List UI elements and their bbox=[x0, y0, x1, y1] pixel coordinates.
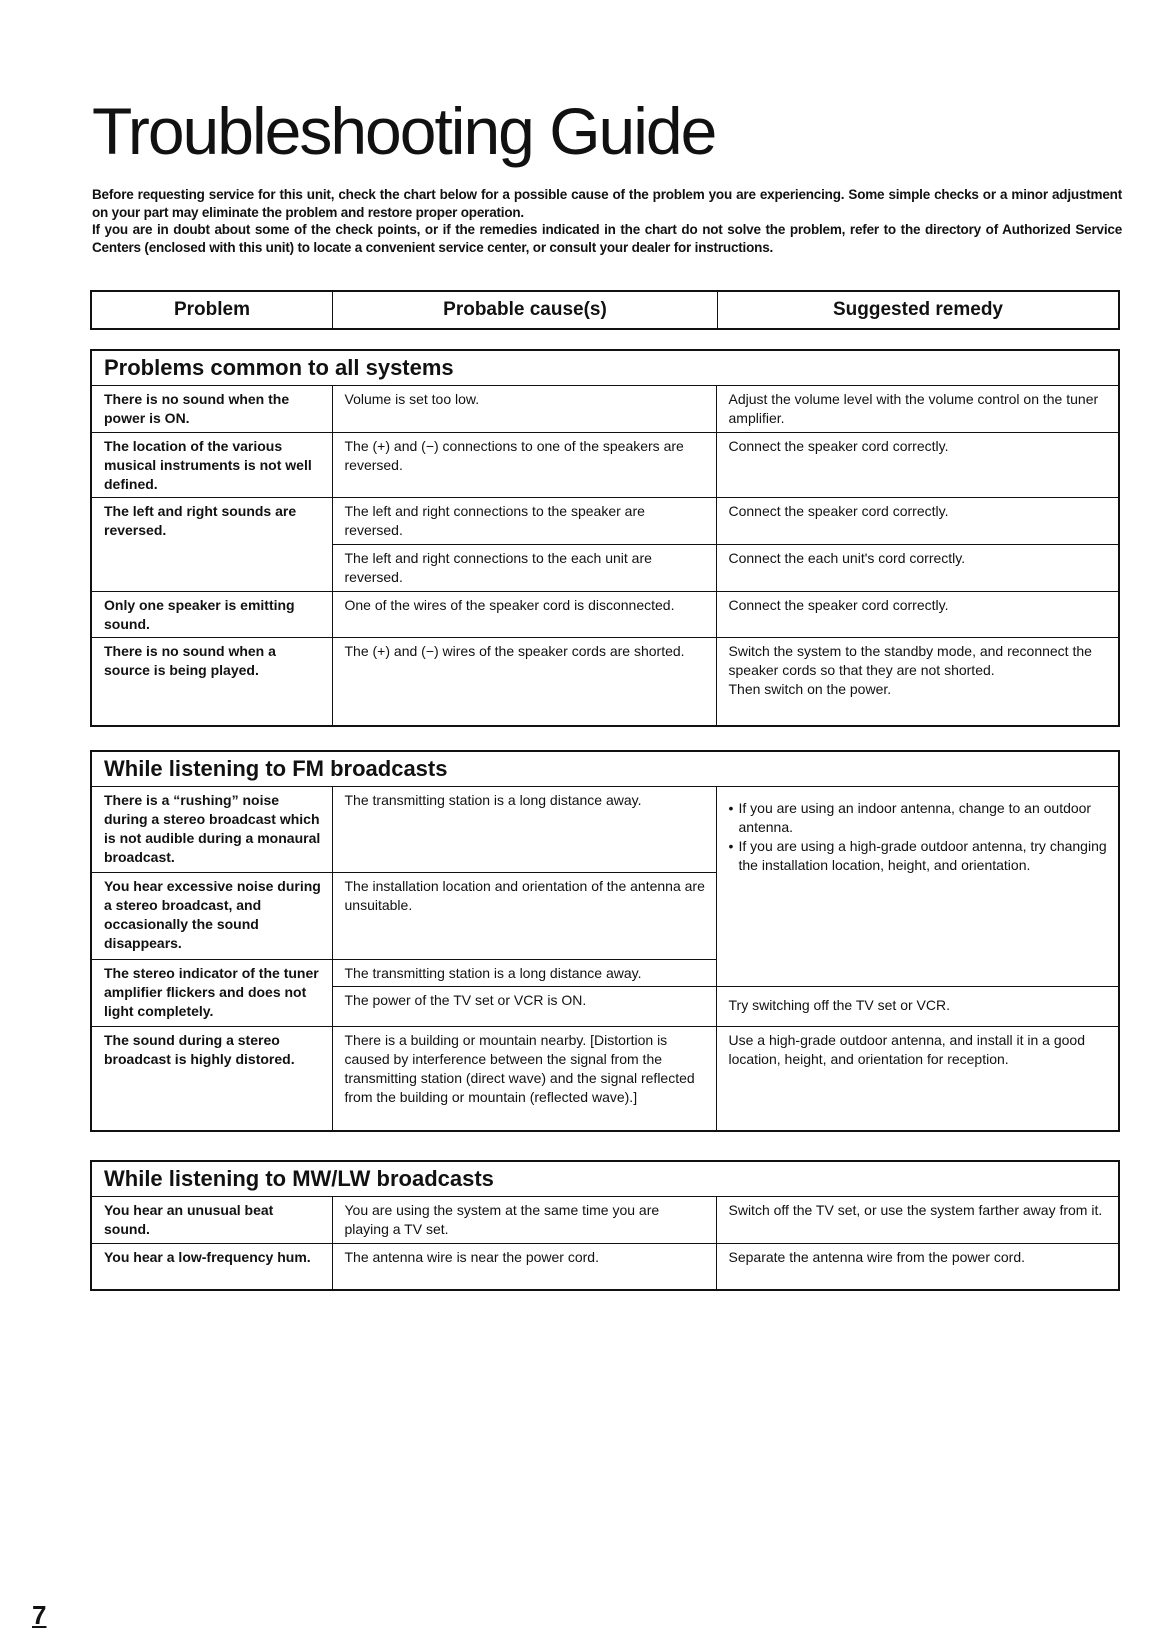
problem-cell: You hear excessive noise during a stereo broadcast, and occasionally the sound disappears. bbox=[92, 872, 332, 959]
remedy-cell: Connect the speaker cord correctly. bbox=[716, 497, 1118, 544]
cause-cell: The installation location and orientation of the antenna are unsuitable. bbox=[332, 872, 716, 959]
section-title: While listening to FM broadcasts bbox=[92, 752, 1118, 787]
section-mw-lw-broadcasts bbox=[90, 1160, 1120, 1291]
cause-cell: You are using the system at the same time you are playing a TV set. bbox=[332, 1197, 716, 1243]
remedy-text: Then switch on the power. bbox=[728, 680, 892, 697]
table-row bbox=[92, 787, 1118, 872]
section-common-problems bbox=[90, 349, 1120, 727]
remedy-cell: Separate the antenna wire from the power cord. bbox=[716, 1243, 1118, 1289]
remedy-text: Switch the system to the standby mode, and reconnect the speaker cords so that they are not shorted. bbox=[728, 642, 1092, 678]
intro-paragraph: If you are in doubt about some of the check points, or if the remedies indicated in the chart do not solve the problem, refer to the directory of Authorized Service Centers (enclosed with this unit) to locate a convenient service center, or consult your dealer for instructions. bbox=[92, 222, 1122, 255]
problem-cell: There is no sound when a source is being played. bbox=[92, 637, 332, 725]
problem-cell: The left and right sounds are reversed. bbox=[92, 497, 332, 591]
cause-cell: The transmitting station is a long distance away. bbox=[332, 959, 716, 986]
cause-cell: The (+) and (−) connections to one of the speakers are reversed. bbox=[332, 432, 716, 497]
table-row bbox=[92, 637, 1118, 725]
cause-cell: One of the wires of the speaker cord is disconnected. bbox=[332, 591, 716, 637]
cause-cell: The antenna wire is near the power cord. bbox=[332, 1243, 716, 1289]
remedy-cell bbox=[716, 787, 1118, 986]
troubleshooting-table bbox=[92, 386, 1118, 725]
troubleshooting-table bbox=[92, 787, 1118, 1130]
problem-cell: Only one speaker is emitting sound. bbox=[92, 591, 332, 637]
remedy-bullet-list bbox=[729, 799, 1109, 875]
table-row bbox=[92, 591, 1118, 637]
remedy-cell: Connect the speaker cord correctly. bbox=[716, 591, 1118, 637]
page-number: 7 bbox=[32, 1600, 47, 1630]
cause-cell: There is a building or mountain nearby. [Distortion is caused by interference between the signal from the transmitting station (direct wave) and the signal reflected from the building or mountain (reflected wave).] bbox=[332, 1026, 716, 1130]
cause-cell: The (+) and (−) wires of the speaker cords are shorted. bbox=[332, 637, 716, 725]
cause-cell: Volume is set too low. bbox=[332, 386, 716, 432]
problem-cell: There is a “rushing” noise during a stereo broadcast which is not audible during a monaural broadcast. bbox=[92, 787, 332, 872]
intro-text bbox=[92, 186, 1122, 256]
column-header-remedy: Suggested remedy bbox=[833, 299, 1003, 320]
remedy-bullet: • If you are using a high-grade outdoor antenna, try changing the installation location, height, and orientation. bbox=[729, 837, 1109, 875]
section-fm-broadcasts bbox=[90, 750, 1120, 1132]
section-title: While listening to MW/LW broadcasts bbox=[92, 1162, 1118, 1197]
table-row bbox=[92, 1026, 1118, 1130]
intro-paragraph: Before requesting service for this unit, check the chart below for a possible cause of the problem you are experiencing. Some simple checks or a minor adjustment on your part may eliminate the problem and restore proper operation. bbox=[92, 187, 1122, 220]
section-title: Problems common to all systems bbox=[92, 351, 1118, 386]
column-header-cause: Probable cause(s) bbox=[333, 292, 718, 328]
table-row bbox=[92, 497, 1118, 544]
problem-cell: The sound during a stereo broadcast is highly distored. bbox=[92, 1026, 332, 1130]
remedy-cell: Switch off the TV set, or use the system farther away from it. bbox=[716, 1197, 1118, 1243]
table-row bbox=[92, 1243, 1118, 1289]
table-row bbox=[92, 386, 1118, 432]
column-header bbox=[90, 290, 1120, 330]
cause-cell: The left and right connections to the each unit are reversed. bbox=[332, 544, 716, 591]
remedy-cell: Use a high-grade outdoor antenna, and install it in a good location, height, and orientation for reception. bbox=[716, 1026, 1118, 1130]
problem-cell: You hear an unusual beat sound. bbox=[92, 1197, 332, 1243]
cause-cell: The left and right connections to the speaker are reversed. bbox=[332, 497, 716, 544]
column-header-problem: Problem bbox=[92, 292, 333, 328]
problem-cell: You hear a low-frequency hum. bbox=[92, 1243, 332, 1289]
remedy-bullet: • If you are using an indoor antenna, change to an outdoor antenna. bbox=[729, 799, 1109, 837]
problem-cell: The location of the various musical instruments is not well defined. bbox=[92, 432, 332, 497]
problem-cell: There is no sound when the power is ON. bbox=[92, 386, 332, 432]
page-title: Troubleshooting Guide bbox=[92, 94, 716, 168]
table-row bbox=[92, 432, 1118, 497]
cause-cell: The power of the TV set or VCR is ON. bbox=[332, 986, 716, 1026]
remedy-cell: Connect the each unit's cord correctly. bbox=[716, 544, 1118, 591]
problem-cell: The stereo indicator of the tuner amplifier flickers and does not light completely. bbox=[92, 959, 332, 1026]
table-row bbox=[92, 1197, 1118, 1243]
troubleshooting-table bbox=[92, 1197, 1118, 1289]
remedy-cell: Adjust the volume level with the volume control on the tuner amplifier. bbox=[716, 386, 1118, 432]
cause-cell: The transmitting station is a long distance away. bbox=[332, 787, 716, 872]
remedy-cell: Try switching off the TV set or VCR. bbox=[716, 986, 1118, 1026]
remedy-cell bbox=[716, 637, 1118, 725]
remedy-cell: Connect the speaker cord correctly. bbox=[716, 432, 1118, 497]
